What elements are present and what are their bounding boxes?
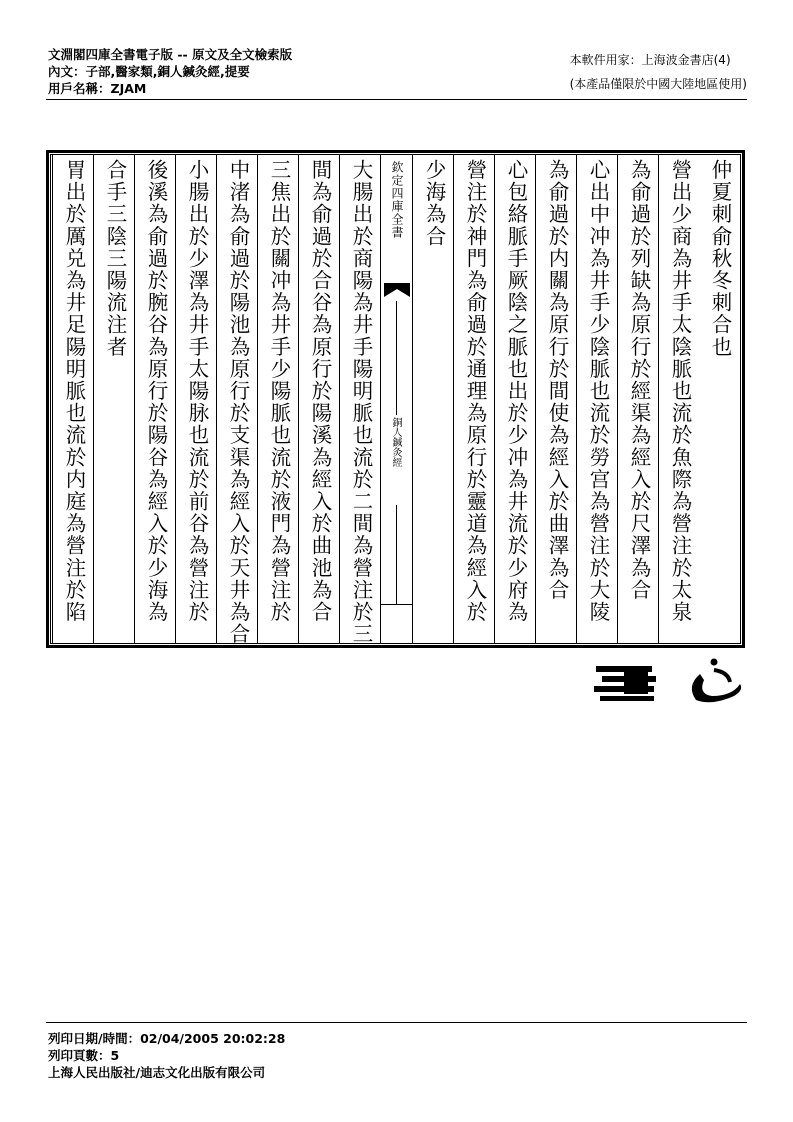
text-column: 間為俞過於合谷為原行於陽溪為經入於曲池為合: [298, 155, 339, 643]
header-edition-title: 文淵閣四庫全書電子版 -- 原文及全文檢索版: [48, 47, 293, 62]
center-line: [396, 505, 397, 605]
text-column: 為俞過於列缺為原行於經渠為經入於尺澤為合: [617, 155, 658, 643]
text-column: 胃出於厲兑為井足陽明脈也流於内庭為營注於陷: [52, 155, 93, 643]
text-column: 心包絡脈手厥陰之脈也出於少冲為井流於少府為: [494, 155, 535, 643]
text-column: 合手三陰三陽流注者: [93, 155, 134, 643]
text-column: 大腸出於商陽為井手陽明脈也流於二間為營注於三: [339, 155, 380, 643]
text-column: 少海為合: [412, 155, 453, 643]
text-column: 中渚為俞過於陽池為原行於支渠為經入於天井為合: [216, 155, 257, 643]
footer-divider: [46, 1022, 747, 1023]
print-page-count: 列印頁數：5: [48, 1048, 120, 1063]
print-datetime: 列印日期/時間：02/04/2005 20:02:28: [48, 1031, 286, 1046]
book-title: 銅人鍼灸經: [390, 417, 401, 467]
text-column: 心出中冲為井手少陰脈也流於勞宫為營注於大陵: [576, 155, 617, 643]
text-column: 後溪為俞過於腕谷為原行於陽谷為經入於少海為: [134, 155, 175, 643]
center-rule: [381, 604, 412, 605]
text-column: 為俞過於内關為原行於間使為經入於曲澤為合: [535, 155, 576, 643]
publisher-names: 上海人民出版社/迪志文化出版有限公司: [48, 1065, 266, 1080]
header-licensee: 本軟件用家：上海波金書店(4): [569, 53, 731, 67]
text-column: 營注於神門為俞過於通理為原行於靈道為經入於: [453, 155, 494, 643]
header-info: [48, 46, 292, 97]
center-line: [396, 301, 397, 415]
book-series-title: 欽定四庫全書: [390, 161, 404, 239]
header-region-note: (本產品僅限於中國大陸地區使用): [569, 77, 747, 91]
header-user-name: 用戶名稱：ZJAM: [48, 81, 147, 96]
center-fold: [380, 155, 412, 643]
fish-tail-mark-icon: [384, 283, 410, 301]
footer-info: [48, 1030, 285, 1081]
header-license: [570, 48, 747, 96]
text-column: 三焦出於關冲為井手少陽脈也流於液門為營注於: [257, 155, 298, 643]
header-content-path: 內文：子部,醫家類,銅人鍼灸經,提要: [48, 64, 250, 79]
text-column: 小腸出於少澤為井手太陽脉也流於前谷為營注於: [175, 155, 216, 643]
publisher-logo-icon: [594, 656, 746, 706]
header-divider: [46, 99, 747, 100]
text-column: 仲夏刺俞秋冬刺合也: [708, 159, 732, 358]
text-column: 營出少商為井手太陰脈也流於魚際為營注於太泉: [658, 155, 699, 643]
